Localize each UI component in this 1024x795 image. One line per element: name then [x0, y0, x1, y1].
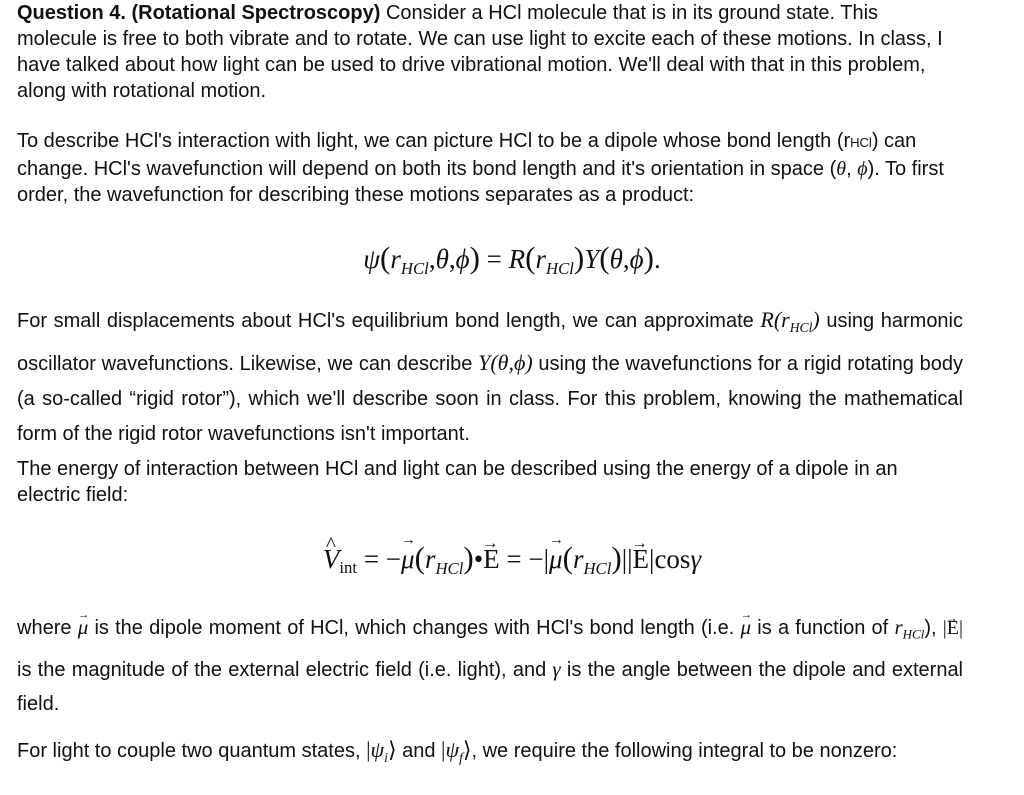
p5-text-c: is a function of [751, 617, 895, 639]
eq1-r: r [390, 244, 401, 274]
p3-sub-hcl: HCl [789, 319, 813, 335]
eq2-cos: cos [654, 544, 691, 574]
eq2-gamma: γ [690, 544, 702, 574]
eq2-sub-hcl: HCl [435, 558, 464, 578]
p5-E-vec: → E [947, 611, 959, 645]
eq2-r2: r [572, 544, 584, 574]
p3-phi: ϕ [513, 349, 526, 375]
p5-mu-vec: → μ [78, 610, 89, 644]
eq1-theta2: θ [609, 244, 623, 274]
p6-psi-i: ψ [370, 737, 385, 762]
eq1-r2: r [535, 244, 546, 274]
interaction-energy-paragraph [17, 456, 963, 508]
p3-text-c: using the wavefunctions for a rigid rotating body (a so-called “rigid rotor”), which we'll describe soon in class. For this problem, knowing the mathematical form of the rigid rotor wavefunctions isn't important. [17, 352, 963, 445]
dipole-energy-equation: ^ Vint = −→ $\mu(r_{HCl})•\to E$ = −|→ $\mu(r_{HCl})||\to E|\cos\gamma$ [0, 540, 1024, 579]
p6-sub-i: i [384, 749, 388, 765]
p2-text-c: ). To first order, the wavefunction for describing these motions separates as a product: [17, 158, 944, 206]
eq2-sub-hcl-2: HCl [583, 558, 612, 578]
p5-text-e: is the magnitude of the external electric field (i.e. light), and [17, 658, 553, 681]
question-title: Question 4. (Rotational Spectroscopy) [17, 2, 381, 24]
p5-text-b: is the dipole moment of HCl, which changes with HCl's bond length (i.e. [88, 617, 741, 639]
p3-Y: Y [478, 349, 491, 375]
p2-sub-hcl: HCl [850, 135, 872, 150]
p5-gamma: γ [552, 656, 561, 681]
p3-theta: θ [497, 349, 509, 375]
coupling-condition-paragraph: For light to couple two quantum states, $|\psi_i⟩$ and $|\psi_f⟩$, we require the following integral to be nonzero: [17, 737, 898, 765]
question-intro-text: Consider a HCl molecule that is in its ground state. This molecule is free to both vibrate and to rotate. We can use light to excite each of these motions. In class, I have talked about how light can be used to drive vibrational motion. We'll deal with that in this problem, along with rotational motion. [17, 2, 943, 102]
p6-text-b: , we require the following integral to be nonzero: [471, 740, 898, 762]
eq2-mu-vec: → μ [401, 544, 415, 575]
eq1-R: R [508, 244, 526, 274]
p5-text-a: where [17, 617, 78, 639]
p3-r: r [781, 307, 790, 332]
eq2-r: r [424, 544, 436, 574]
p5-mu-vec-2: → μ [741, 610, 752, 644]
eq1-theta: θ [435, 244, 449, 274]
p3-R: R [760, 307, 774, 332]
eq2-E-vec: → E [483, 544, 500, 575]
p2-comma: , [846, 158, 858, 180]
p3-text-a: For small displacements about HCl's equilibrium bond length, we can approximate [17, 310, 761, 332]
eq1-phi2: ϕ [629, 244, 644, 274]
p5-r: r [894, 615, 903, 639]
p2-theta: θ [836, 158, 847, 180]
dipole-description-paragraph [17, 128, 963, 208]
p3-text-b: using harmonic oscillator wavefunctions. Likewise, we can describe [17, 310, 964, 375]
p2-phi: ϕ [857, 158, 868, 180]
approximation-paragraph: For small displacements about HCl's equilibrium bond length, we can approximate $R(r_{HCl})$ using harmonic oscillator wavefunctions. Likewise, we can describe Y(θ,ϕ) using the wavefunctions for a rigid rotating body (a so-called “rigid rotor”), which we'll describe soon in class. For this problem, knowing the mathematical form of the rigid rotor wavefunctions isn't important. [17, 307, 964, 445]
eq1-sub-hcl-1: HCl [400, 258, 429, 278]
p2-text-b: ) can change. HCl's wavefunction will depend on both its bond length and it's orientation in space ( [17, 130, 917, 180]
p6-sub-f: f [459, 749, 463, 765]
p6-psi-f: ψ [445, 737, 460, 762]
eq1-phi: ϕ [455, 244, 470, 274]
p2-text-a: To describe HCl's interaction with light, we can picture HCl to be a dipole whose bond length (r [17, 130, 851, 152]
eq2-V-hat: ^ V [323, 544, 340, 575]
p4-text: The energy of interaction between HCl and light can be described using the energy of a dipole in an electric field: [17, 458, 898, 506]
eq2-sub-int: int [339, 558, 358, 578]
p6-text-a: For light to couple two quantum states, [17, 740, 367, 762]
wavefunction-equation: $\psi(r_{HCl},\theta,\phi) = R(r_{HCl})Y(\theta,\phi)$. [363, 240, 661, 278]
dipole-definition-paragraph: where → μ is the dipole moment of HCl, which changes with HCl's bond length (i.e. → μ is a function of $r_{HCl}$), |→ E| is the magnitude of the external electric field (i.e. light), and γ is the angle between the dipole and external field. [17, 610, 963, 721]
eq1-psi: ψ [363, 244, 381, 274]
eq1-sub-hcl-2: HCl [546, 258, 574, 278]
p5-text-d: , [930, 617, 943, 639]
eq2-mu-vec-2: → μ [549, 544, 563, 575]
eq2-E-vec-2: → E [633, 544, 650, 575]
p5-text-f: is the angle between the dipole and external field. [17, 658, 964, 715]
question-intro-paragraph [17, 0, 963, 104]
p6-and: and [396, 740, 442, 762]
p5-sub-hcl: HCl [902, 626, 925, 642]
eq1-Y: Y [584, 244, 600, 274]
